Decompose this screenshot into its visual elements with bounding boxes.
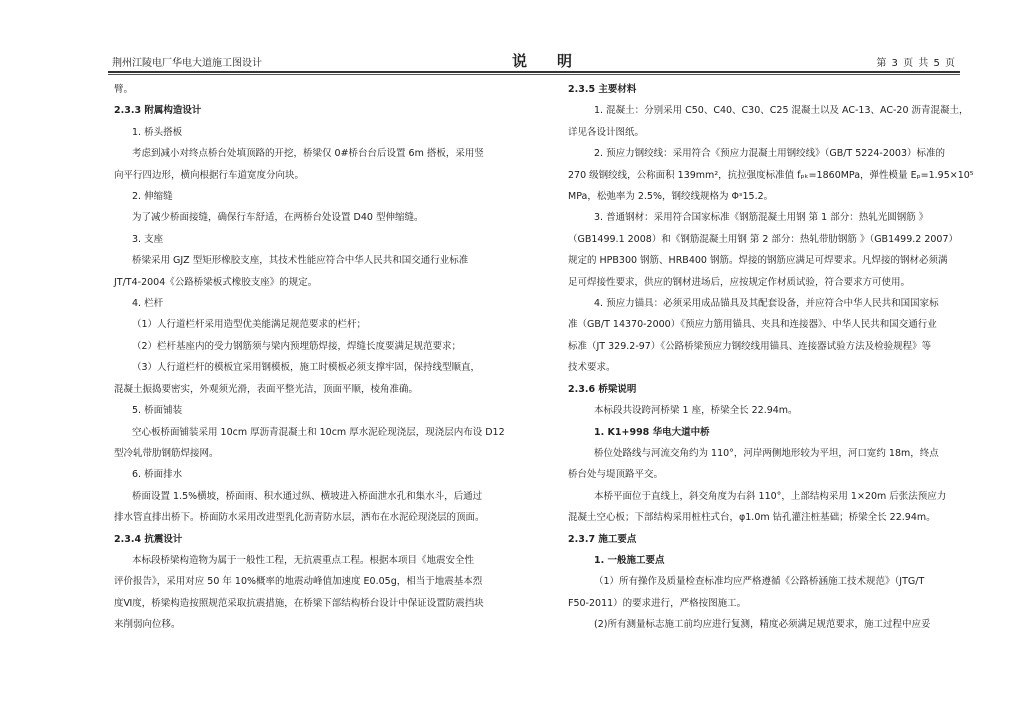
title-char: 说: [512, 52, 530, 70]
text-line: 评价报告》，采用对应 50 年 10%概率的地震动峰值加速度 E0.05g，相当于地震基本烈: [114, 576, 483, 588]
text-line: 1. 混凝土：分别采用 C50、C40、C30、C25 混凝土以及 AC-13、AC-20 沥青混凝土，: [594, 105, 969, 117]
text-line: 桥台处与堤顶路平交。: [568, 469, 664, 481]
text-line: 本标段共设跨河桥梁 1 座，桥梁全长 22.94m。: [594, 405, 798, 417]
text-line: 为了减少桥面接缝，确保行车舒适，在两桥台处设置 D40 型伸缩缝。: [132, 212, 424, 224]
text-line: 桥面设置 1.5%横坡，桥面雨、积水通过纵、横坡进入桥面泄水孔和集水斗，后通过: [132, 490, 483, 502]
text-line: 考虑到减小对终点桥台处填顶路的开挖，桥梁仅 0#桥台台后设置 6m 搭板，采用竖: [132, 148, 484, 160]
text-line: 1. K1+998 华电大道中桥: [594, 426, 710, 438]
text-line: 足可焊接性要求，供应的钢材进场后，应按规定作材质试验，符合要求方可使用。: [568, 276, 911, 288]
text-line: 详见各设计图纸。: [568, 126, 645, 138]
text-line: 2.3.3 附属构造设计: [114, 105, 202, 117]
text-line: F50-2011）的要求进行，严格按图施工。: [568, 597, 747, 609]
text-line: 向平行四边形，横向根据行车道宽度分向块。: [114, 169, 305, 181]
text-line: （2）栏杆基座内的受力钢筋须与梁内预埋筋焊接，焊缝长度要满足规范要求；: [132, 340, 462, 352]
text-line: MPa，松弛率为 2.5%，钢绞线规格为 Φˢ15.2。: [568, 191, 774, 203]
text-line: 270 级钢绞线，公称面积 139mm²，抗拉强度标准值 fₚₖ=1860MPa，弹性模量 Eₚ=1.95×10⁵: [568, 169, 974, 181]
text-line: 3. 普通钢材：采用符合国家标准《钢筋混凝土用钢 第 1 部分：热轧光圆钢筋 》: [594, 212, 929, 224]
text-line: 混凝土空心板；下部结构采用桩柱式台，φ1.0m 钻孔灌注桩基础；桥梁全长 22.94m。: [568, 512, 936, 524]
text-line: 桥梁采用 GJZ 型矩形橡胶支座，其技术性能应符合中华人民共和国交通行业标准: [132, 255, 469, 267]
text-line: 1. 一般施工要点: [594, 554, 665, 566]
text-line: 度Ⅵ度，桥梁构造按照规范采取抗震措施，在桥梁下部结构桥台设计中保证设置防震挡块: [114, 597, 484, 609]
text-line: 本标段桥梁构造物为属于一般性工程，无抗震重点工程。根据本项目《地震安全性: [132, 554, 475, 566]
text-line: 本桥平面位于直线上，斜交角度为右斜 110°，上部结构采用 1×20m 后张法预应力: [594, 490, 947, 502]
text-line: 2.3.5 主要材料: [568, 84, 637, 95]
text-line: 2. 伸缩缝: [132, 191, 173, 203]
text-line: 3. 支座: [132, 233, 164, 245]
header-rule-thin: [108, 74, 960, 75]
text-line: 2.3.6 桥梁说明: [568, 383, 637, 395]
text-line: JT/T4-2004《公路桥梁板式橡胶支座》的规定。: [114, 276, 318, 288]
text-line: 6. 桥面排水: [132, 469, 183, 481]
text-line: 技术要求。: [568, 362, 616, 374]
text-line: (2)所有测量标志施工前均应进行复测，精度必须满足规范要求，施工过程中应妥: [594, 619, 931, 631]
text-line: 空心板桥面铺装采用 10cm 厚沥青混凝土和 10cm 厚水泥砼现浇层，现浇层内布设 D12: [132, 426, 505, 438]
text-line: （GB1499.1 2008）和《钢筋混凝土用钢 第 2 部分：热轧带肋钢筋 》（GB1499.2 2007）: [568, 233, 959, 245]
text-line: 准（GB/T 14370-2000）《预应力筋用锚具、夹具和连接器》、中华人民共和国交通行业: [568, 319, 937, 331]
title-char: 明: [557, 52, 575, 70]
text-line: （1）所有操作及质量检查标准均应严格遵循《公路桥涵施工技术规范》（JTG/T: [594, 576, 925, 588]
text-line: 排水管直排出桥下。桥面防水采用改进型乳化沥青防水层，洒布在水泥砼现浇层的顶面。: [114, 512, 485, 524]
page-title: [512, 50, 602, 71]
text-line: 混凝土振捣要密实，外观须光滑，表面平整光洁，顶面平顺，棱角准确。: [114, 383, 419, 395]
text-line: 2. 预应力钢绞线：采用符合《预应力混凝土用钢绞线》（GB/T 5224-2003）标准的: [594, 148, 946, 160]
text-line: 4. 预应力锚具：必须采用成品锚具及其配套设备，并应符合中华人民共和国国家标: [594, 298, 939, 310]
page-number: 第 3 页 共 5 页: [876, 58, 956, 69]
text-line: 5. 桥面铺装: [132, 405, 183, 417]
text-line: 桥位处路线与河流交角约为 110°，河岸两侧地形较为平坦，河口宽约 18m，终点: [594, 447, 939, 459]
text-line: 2.3.7 施工要点: [568, 533, 637, 545]
header-rule: [108, 71, 960, 73]
text-line: （1）人行道栏杆采用造型优美能满足规范要求的栏杆；: [132, 319, 367, 331]
text-line: 1. 桥头搭板: [132, 126, 183, 138]
text-line: 规定的 HPB300 钢筋、HRB400 钢筋。焊接的钢筋应满足可焊要求。凡焊接的钢材必须满: [568, 255, 948, 267]
right-column: [568, 79, 974, 636]
left-column: [114, 79, 505, 636]
text-line: 4. 栏杆: [132, 298, 164, 310]
text-line: 臂。: [114, 84, 134, 95]
project-title: 荆州江陵电厂华电大道施工图设计: [112, 58, 262, 69]
text-line: 2.3.4 抗震设计: [114, 533, 183, 545]
text-line: 来削弱向位移。: [114, 619, 181, 631]
text-line: 标准（JT 329.2-97）《公路桥梁预应力钢绞线用锚具、连接器试验方法及检验规程》等: [568, 340, 932, 352]
page-header: [108, 50, 960, 72]
text-line: 型冷轧带肋钢筋焊接网。: [114, 447, 219, 459]
text-line: （3）人行道栏杆的模板宜采用钢模板，施工时模板必须支撑牢固，保持线型顺直，: [132, 362, 481, 374]
